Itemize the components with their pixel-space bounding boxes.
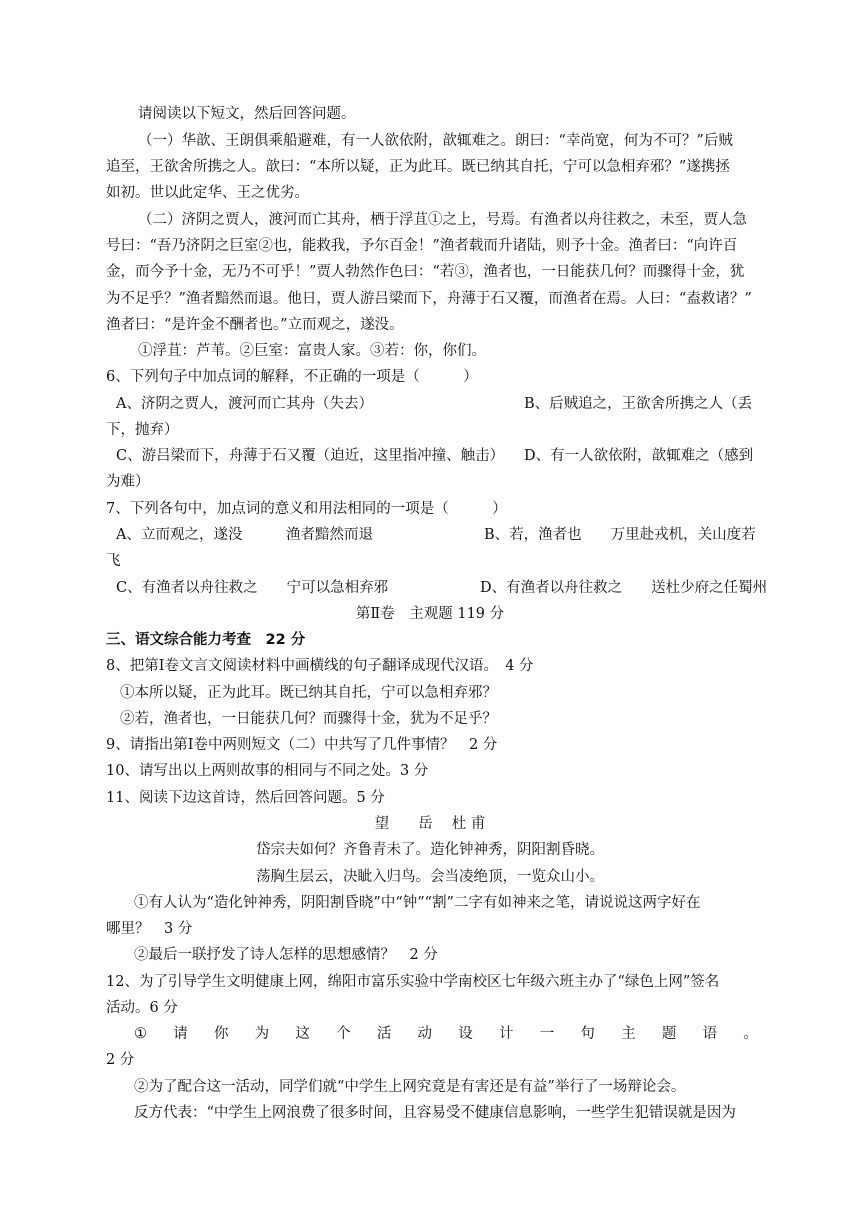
passage-2-line: （二）济阴之贾人，渡河而亡其舟，栖于浮苴①之上，号焉。有渔者以舟往救之，未至，贾人急 [138, 212, 747, 228]
question-12-sub-2: ②为了配合这一活动，同学们就“中学生上网究竟是有害还是有益”举行了一场辩论会。 [134, 1079, 686, 1095]
question-6-option-d-cont: 为难） [106, 474, 150, 490]
question-8-sentence-2: ②若，渔者也，一日能获几何？而骤得十金，犹为不足乎？ [120, 711, 497, 727]
question-6-option-b: B、后贼追之，王欲舍所携之人（丢 [524, 396, 753, 412]
footnotes: ①浮苴：芦苇。②巨室：富贵人家。③若：你，你们。 [138, 343, 486, 359]
passage-2-line: 号曰：“吾乃济阴之巨室②也，能救我，予尔百金！”渔者载而升诸陆，则予十金。渔者曰：“向许百 [106, 238, 738, 254]
question-11-sub-2: ②最后一联抒发了诗人怎样的思想感情？ 2 分 [134, 947, 438, 963]
question-8-stem: 8、把第Ⅰ卷文言文阅读材料中画横线的句子翻译成现代汉语。 4 分 [106, 658, 534, 674]
question-7-stem: 7、下列各句中，加点词的意义和用法相同的一项是（ ） [106, 501, 507, 517]
poem-line: 岱宗夫如何？齐鲁青未了。造化钟神秀，阴阳割昏晓。 [256, 842, 604, 858]
question-9: 9、请指出第Ⅰ卷中两则短文（二）中共写了几件事情？ 2 分 [106, 737, 498, 753]
section-2-title: 第Ⅱ卷 主观题 119 分 [355, 606, 505, 622]
question-7-option-b-cont: 飞 [106, 553, 121, 569]
passage-2-line: 渔者曰：“是许金不酬者也。”立而观之，遂没。 [106, 317, 404, 333]
passage-1-line: （一）华歆、王朗俱乘船避难，有一人欲依附，歆辄难之。朗曰：“幸尚宽，何为不可？”后贼 [138, 133, 733, 149]
passage-1-line: 如初。世以此定华、王之优劣。 [106, 185, 309, 201]
poem-title: 望 岳 杜 甫 [374, 816, 486, 832]
question-6-option-c: C、游吕梁而下，舟薄于石又覆（迫近，这里指冲撞、触击） [116, 448, 505, 464]
question-7-option-a: A、立而观之，遂没 渔者黯然而退 [116, 527, 373, 543]
question-12-design-score: 2 分 [106, 1052, 135, 1068]
question-6-option-b-cont: 下，抛弃） [106, 422, 179, 438]
question-11-stem: 11、阅读下边这首诗，然后回答问题。5 分 [106, 790, 385, 806]
passage-2-line: 金，而今予十金，无乃不可乎！”贾人勃然作色曰：“若③，渔者也，一日能获几何？而骤得十金，犹 [106, 264, 745, 280]
question-11-sub-1-cont: 哪里？ 3 分 [106, 921, 193, 937]
question-7-option-c: C、有渔者以舟往救之 宁可以急相弃邪 [116, 580, 389, 596]
poem-line: 荡胸生层云，决眦入归鸟。会当凌绝顶，一览众山小。 [256, 869, 604, 885]
question-6-option-a: A、济阴之贾人，渡河而亡其舟（失去） [116, 396, 373, 412]
question-12-stem-cont: 活动。6 分 [106, 1000, 178, 1016]
question-12-design-prompt: ① 请 你 为 这 个 活 动 设 计 一 句 主 题 语 。 [134, 1026, 758, 1042]
intro-text: 请阅读以下短文，然后回答问题。 [138, 106, 356, 122]
question-10: 10、请写出以上两则故事的相同与不同之处。3 分 [106, 763, 429, 779]
question-8-sentence-1: ①本所以疑，正为此耳。既已纳其自托，宁可以急相弃邪？ [120, 685, 497, 701]
question-7-option-b: B、若，渔者也 万里赴戎机，关山度若 [484, 527, 756, 543]
question-6-option-d: D、有一人欲依附，歆辄难之（感到 [524, 448, 754, 464]
question-7-option-d: D、有渔者以舟往救之 送杜少府之任蜀州 [480, 580, 768, 596]
question-11-sub-1: ①有人认为“造化钟神秀，阴阳割昏晓”中“钟”“割”二字有如神来之笔，请说说这两字好在 [134, 895, 701, 911]
question-12-stem: 12、为了引导学生文明健康上网，绵阳市富乐实验中学南校区七年级六班主办了“绿色上网”签名 [106, 974, 720, 990]
passage-1-line: 追至，王欲舍所携之人。歆曰：“本所以疑，正为此耳。既已纳其自托，宁可以急相弃邪？”遂携拯 [106, 159, 730, 175]
question-6-stem: 6、下列句子中加点词的解释，不正确的一项是（ ） [106, 369, 478, 385]
part-3-heading: 三、语文综合能力考查 22 分 [106, 632, 306, 648]
passage-2-line: 为不足乎？”渔者黯然而退。他日，贾人游吕梁而下，舟薄于石又覆，而渔者在焉。人曰：“盍救诸？” [106, 291, 752, 307]
question-12-opponent-statement: 反方代表：“中学生上网浪费了很多时间，且容易受不健康信息影响，一些学生犯错误就是因为 [134, 1105, 736, 1121]
